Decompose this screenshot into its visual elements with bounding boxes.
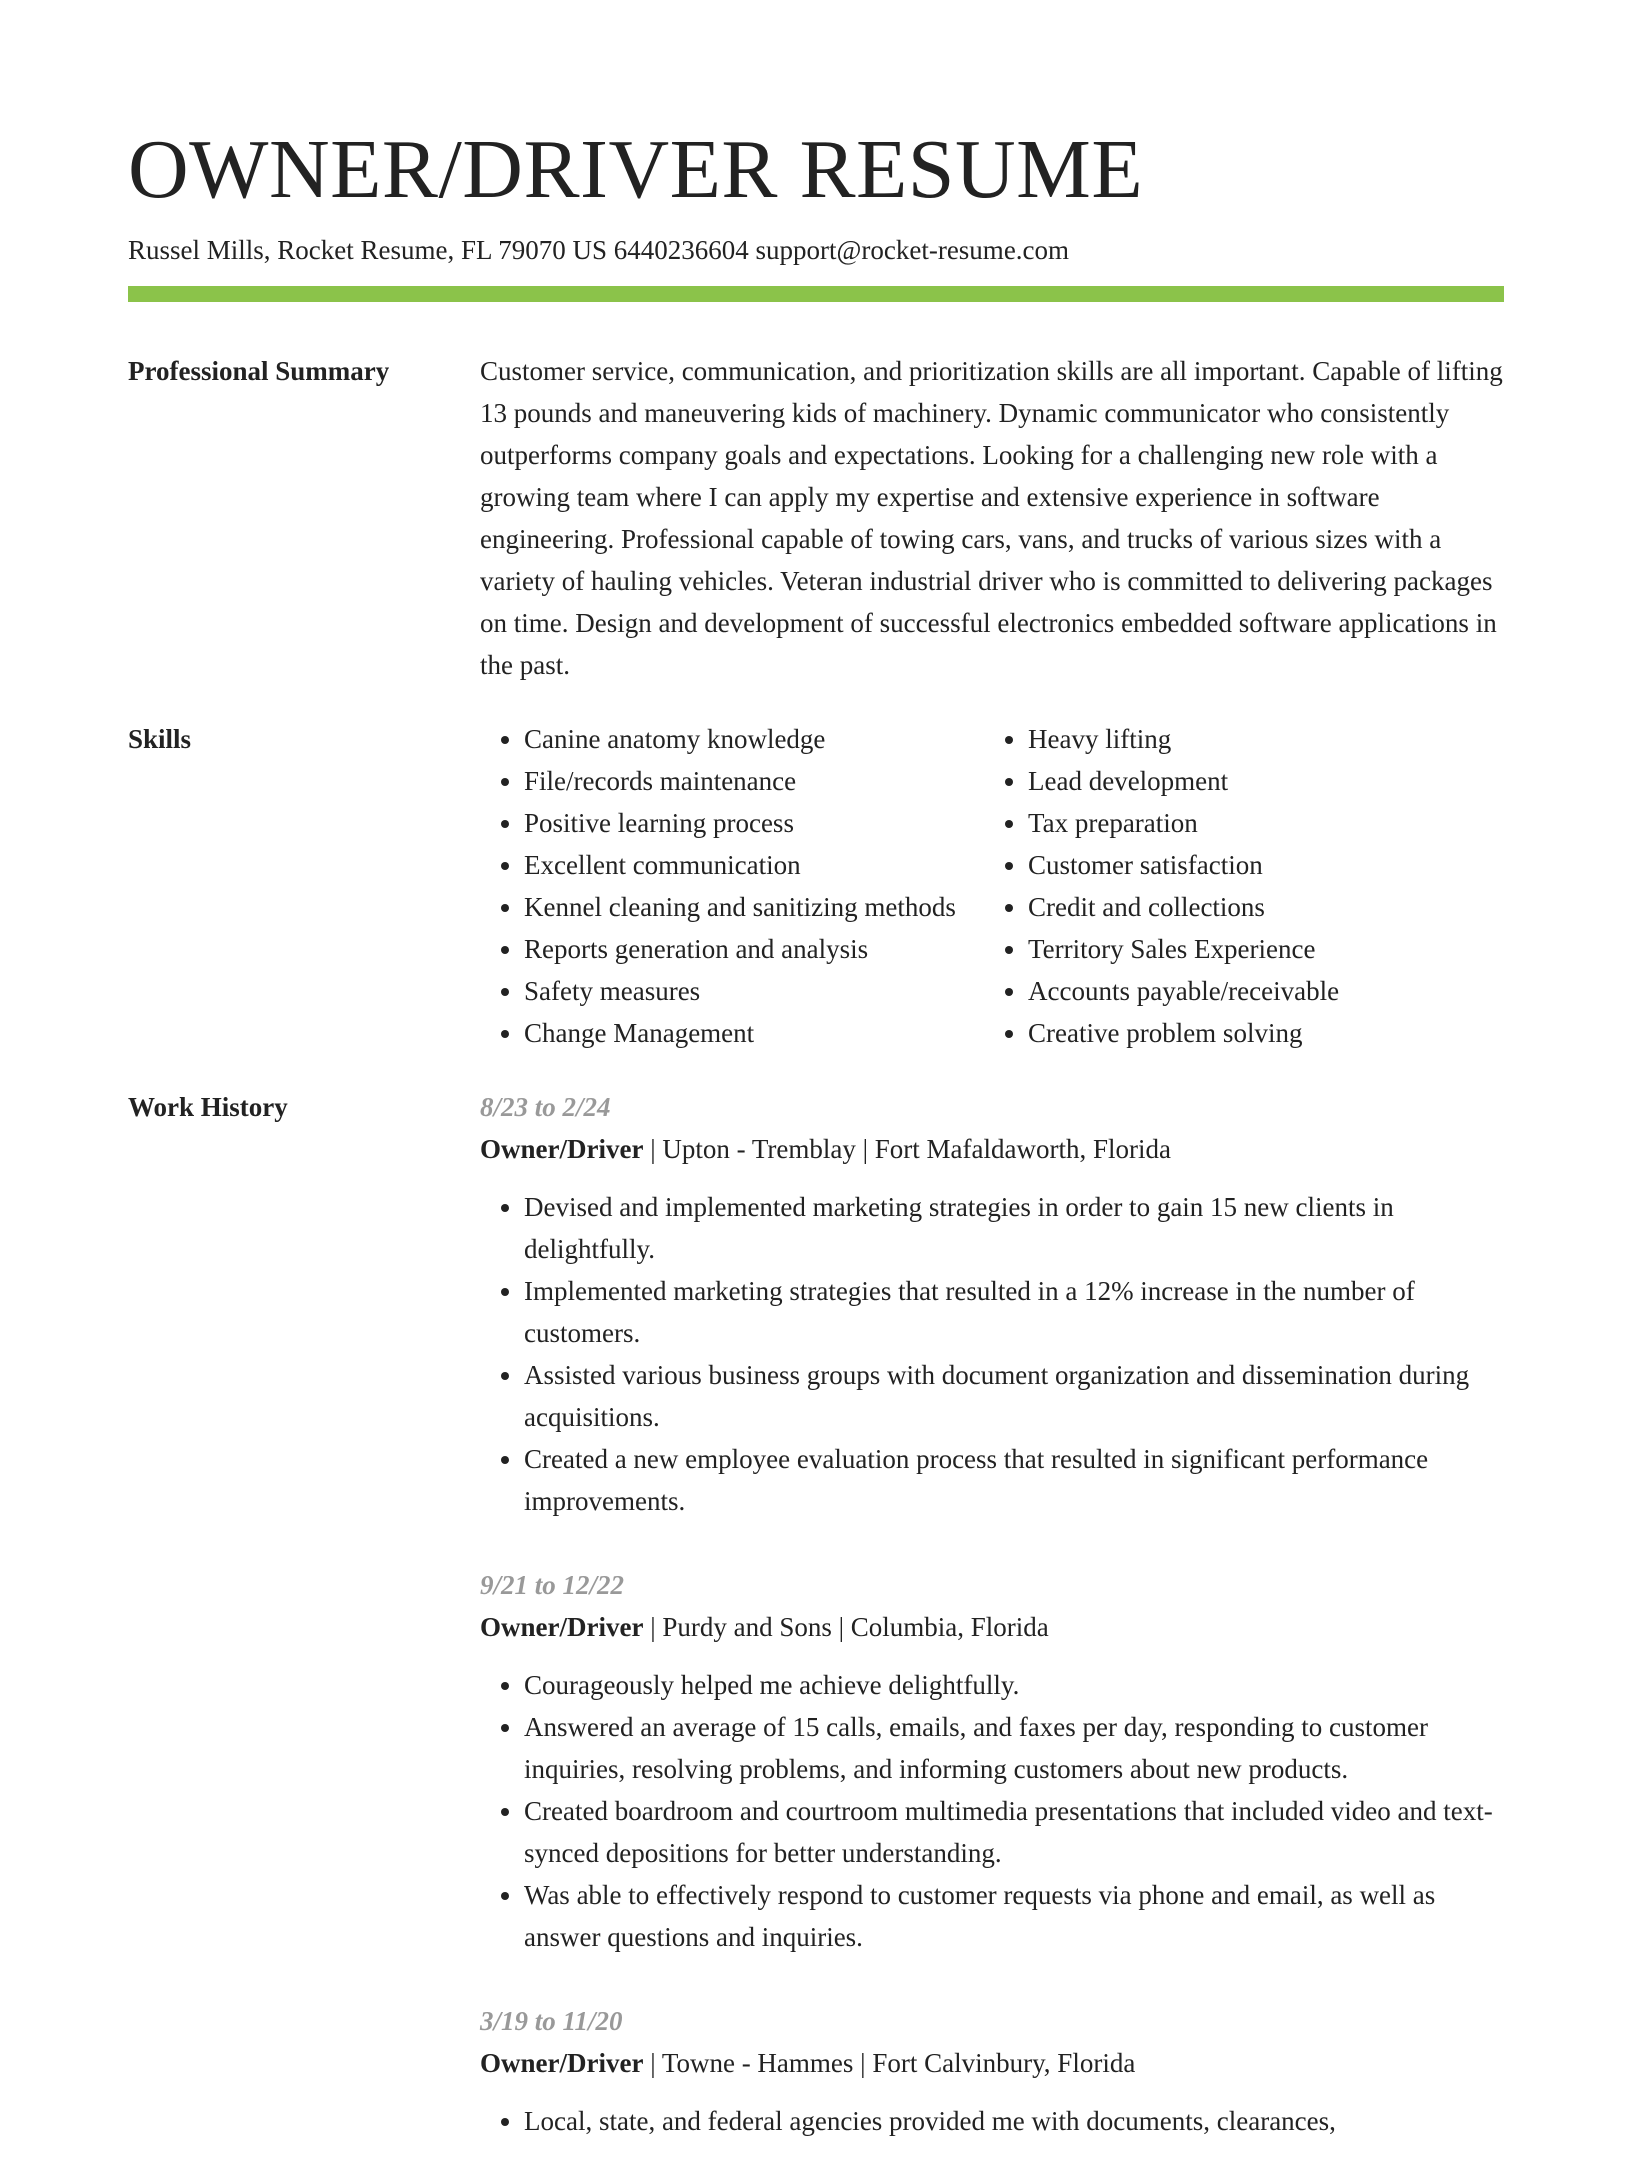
skill-item: • Credit and collections <box>1028 886 1488 928</box>
skills-body <box>480 718 1504 1054</box>
job-bullet: • Was able to effectively respond to customer requests via phone and email, as well as answer questions and inquiries. <box>524 1874 1504 1958</box>
skill-item: • File/records maintenance <box>524 760 984 802</box>
skill-item: • Positive learning process <box>524 802 984 844</box>
job-bullet: • Answered an average of 15 calls, emails, and faxes per day, responding to customer inquiries, resolving problems, and informing customers about new products. <box>524 1706 1504 1790</box>
skill-item: • Accounts payable/receivable <box>1028 970 1488 1012</box>
job-bullet: • Courageously helped me achieve delightfully. <box>524 1664 1504 1706</box>
job-heading <box>480 2042 1504 2084</box>
skill-item: • Lead development <box>1028 760 1488 802</box>
job-dates: 9/21 to 12/22 <box>480 1570 625 1600</box>
skill-item: • Kennel cleaning and sanitizing methods <box>524 886 984 928</box>
skill-item: • Customer satisfaction <box>1028 844 1488 886</box>
summary-body <box>480 350 1504 686</box>
job-bullet: • Devised and implemented marketing strategies in order to gain 15 new clients in delightfully. <box>524 1186 1504 1270</box>
job-bullet: • Assisted various business groups with document organization and dissemination during acquisitions. <box>524 1354 1504 1438</box>
skill-item: • Canine anatomy knowledge <box>524 718 984 760</box>
skill-item: • Excellent communication <box>524 844 984 886</box>
job-dates: 8/23 to 2/24 <box>480 1092 611 1122</box>
skill-item: • Tax preparation <box>1028 802 1488 844</box>
skill-item: • Heavy lifting <box>1028 718 1488 760</box>
job-bullet: • Local, state, and federal agencies provided me with documents, clearances, <box>524 2100 1504 2142</box>
job-title: Owner/Driver <box>480 1134 644 1164</box>
skill-item: • Creative problem solving <box>1028 1012 1488 1054</box>
job-details: | Purdy and Sons | Columbia, Florida <box>643 1612 1049 1642</box>
job-bullet-list <box>480 2100 1504 2142</box>
skill-item: • Reports generation and analysis <box>524 928 984 970</box>
summary-text: Customer service, communication, and prioritization skills are all important. Capable of lifting 13 pounds and maneuvering kids of machinery. Dynamic communicator who consistently outperforms company goals and expectations. Looking for a challenging new role with a growing team where I can apply my expertise and extensive experience in software engineering. Professional capable of towing cars, vans, and trucks of various sizes with a variety of hauling vehicles. Veteran industrial driver who is committed to delivering packages on time. Design and development of successful electronics embedded software applications in the past. <box>480 356 1503 680</box>
job-bullet-list <box>480 1664 1504 1958</box>
job-dates: 3/19 to 11/20 <box>480 2006 623 2036</box>
contact-line: Russel Mills, Rocket Resume, FL 79070 US 6440236604 support@rocket-resume.com <box>128 235 1070 265</box>
job-heading <box>480 1606 1504 1648</box>
job-bullet: • Implemented marketing strategies that resulted in a 12% increase in the number of customers. <box>524 1270 1504 1354</box>
resume-title: OWNER/DRIVER RESUME <box>128 123 1144 216</box>
skills-list-right <box>984 718 1488 1054</box>
accent-divider <box>128 286 1504 302</box>
job-details: | Upton - Tremblay | Fort Mafaldaworth, Florida <box>643 1134 1171 1164</box>
skill-item: • Territory Sales Experience <box>1028 928 1488 970</box>
job-entry <box>480 1086 1504 1522</box>
job-details: | Towne - Hammes | Fort Calvinbury, Florida <box>643 2048 1136 2078</box>
job-entry <box>480 1564 1504 1958</box>
skills-list-left <box>480 718 984 1054</box>
job-bullet-list <box>480 1186 1504 1522</box>
job-bullet: • Created a new employee evaluation process that resulted in significant performance improvements. <box>524 1438 1504 1522</box>
summary-heading: Professional Summary <box>128 356 390 386</box>
skill-item: • Change Management <box>524 1012 984 1054</box>
skills-heading: Skills <box>128 724 192 754</box>
job-heading <box>480 1128 1504 1170</box>
work-history-heading: Work History <box>128 1092 288 1122</box>
work-history-body <box>480 1086 1504 2184</box>
job-title: Owner/Driver <box>480 2048 644 2078</box>
job-entry <box>480 2000 1504 2142</box>
job-bullet: • Created boardroom and courtroom multimedia presentations that included video and text-synced depositions for better understanding. <box>524 1790 1504 1874</box>
job-title: Owner/Driver <box>480 1612 644 1642</box>
skill-item: • Safety measures <box>524 970 984 1012</box>
